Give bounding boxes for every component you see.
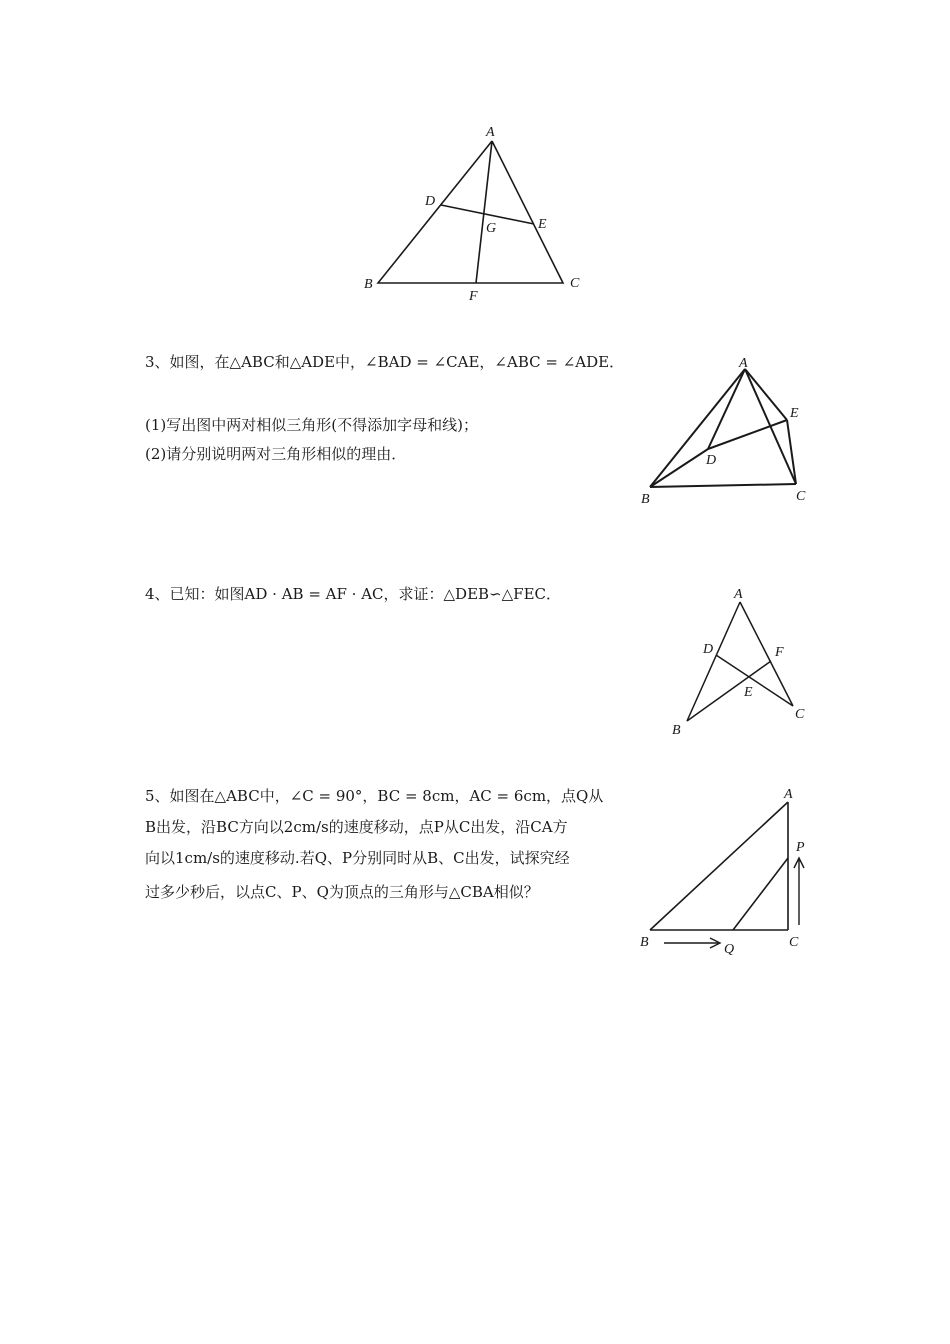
segment-bc <box>650 484 796 487</box>
label-d: D <box>706 453 717 468</box>
label-b: B <box>640 935 649 950</box>
segment-ab <box>687 602 740 721</box>
label-f: F <box>775 645 784 660</box>
label-c: C <box>795 707 805 722</box>
label-b: B <box>364 277 373 292</box>
problem-5-line-2: B出发，沿BC方向以2cm/s的速度移动，点P从C出发，沿CA方 <box>145 818 568 836</box>
problem-5-line-1: 5、如图在△ABC中，∠C = 90°，BC = 8cm，AC = 6cm，点Q从 <box>145 787 604 805</box>
label-d: D <box>703 642 714 657</box>
label-p: P <box>796 840 805 855</box>
label-q: Q <box>724 942 735 957</box>
label-e: E <box>538 217 547 232</box>
triangle-outline <box>378 141 563 283</box>
figure-problem-4 <box>665 580 815 740</box>
segment-ae <box>745 369 787 420</box>
figure-problem-5 <box>635 780 820 960</box>
segment-pq <box>733 858 788 930</box>
label-g: G <box>486 221 497 236</box>
label-a: A <box>739 356 748 371</box>
figure-triangle-abc-defg <box>360 120 600 310</box>
problem-3-statement: 3、如图，在△ABC和△ADE中，∠BAD = ∠CAE，∠ABC = ∠ADE． <box>145 353 625 371</box>
segment-dc <box>716 655 793 706</box>
label-f: F <box>469 289 478 304</box>
segment-bd <box>650 449 708 487</box>
label-c: C <box>796 489 806 504</box>
problem-3-part-1: (1)写出图中两对相似三角形(不得添加字母和线)； <box>145 416 478 434</box>
label-b: B <box>672 723 681 738</box>
label-e: E <box>744 685 753 700</box>
problem-5-line-4: 过多少秒后，以点C、P、Q为顶点的三角形与△CBA相似？ <box>145 883 539 901</box>
label-d: D <box>425 194 436 209</box>
segment-ab <box>650 802 788 930</box>
problem-4-statement: 4、已知：如图AD · AB = AF · AC，求证：△DEB∽△FEC． <box>145 585 561 603</box>
label-a: A <box>734 587 743 602</box>
segment-ab <box>650 369 745 487</box>
label-e: E <box>790 406 799 421</box>
label-c: C <box>789 935 799 950</box>
figure-problem-3 <box>630 350 820 510</box>
label-a: A <box>486 125 495 140</box>
label-a: A <box>784 787 793 802</box>
label-c: C <box>570 276 580 291</box>
problem-3-part-2: (2)请分别说明两对三角形相似的理由． <box>145 445 407 463</box>
problem-5-line-3: 向以1cm/s的速度移动.若Q、P分别同时从B、C出发，试探究经 <box>145 849 570 867</box>
label-b: B <box>641 492 650 507</box>
